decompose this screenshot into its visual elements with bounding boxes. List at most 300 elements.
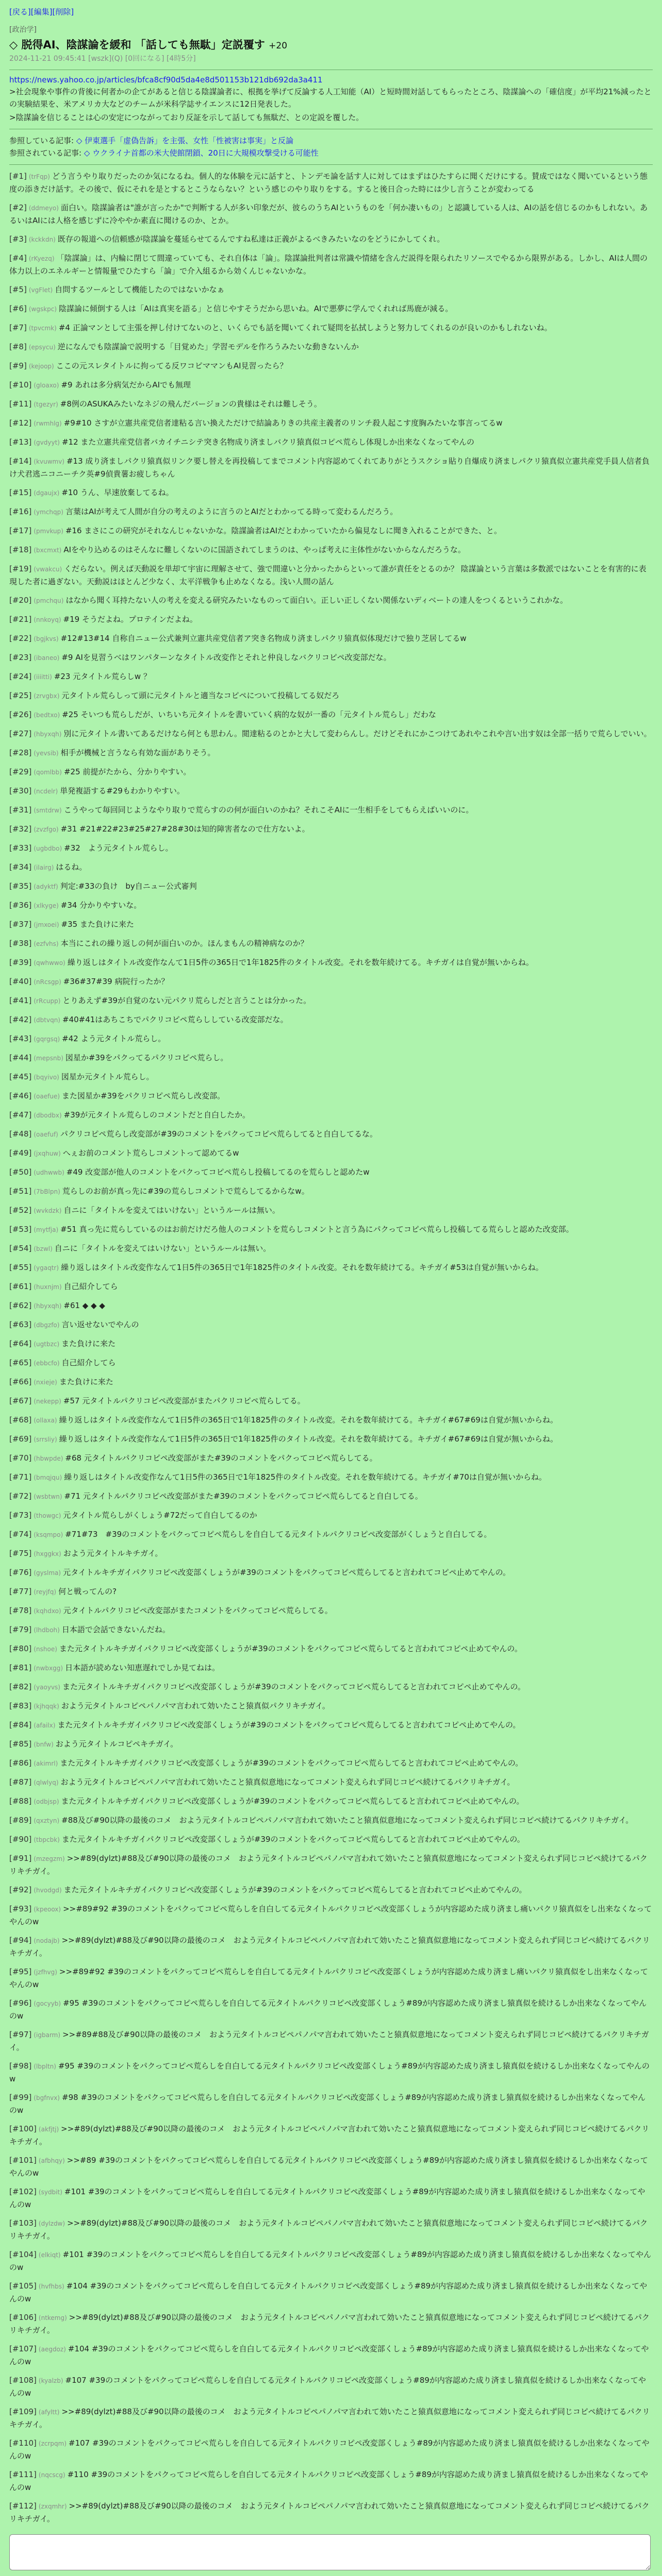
comment-text: およう元タイトルコピペキチガイ。 bbox=[55, 1739, 178, 1749]
comment-item bbox=[9, 1662, 653, 1674]
comment-user-id: (nekepp) bbox=[34, 1398, 61, 1405]
comment-item bbox=[9, 170, 653, 195]
comment-user-id: (nRcsgp) bbox=[34, 978, 61, 986]
comment-text: ここの元スレタイトルに拘ってる反ワコピママンもAI見習ったら？ bbox=[56, 361, 288, 370]
comment-number[interactable]: [#85] bbox=[9, 1739, 32, 1749]
comment-number[interactable]: [#52] bbox=[9, 1206, 32, 1215]
comment-text: とりあえず#39が自覚のない元パクリ荒らしだと言うことは分かった。 bbox=[62, 996, 311, 1005]
comment-user-id: (afyltt) bbox=[38, 2409, 60, 2416]
comment-text: #57 元タイトルパクリコピペ改変部がまたパクリコピペ荒らしてる。 bbox=[63, 1396, 305, 1405]
comment-number[interactable]: [#64] bbox=[9, 1339, 32, 1348]
comment-number[interactable]: [#24] bbox=[9, 672, 32, 681]
thread-date-line bbox=[9, 53, 653, 63]
comment-text: #40#41はあちこちでパクリコピペ荒らししている改変部だな。 bbox=[62, 1015, 288, 1024]
article-line-1: >社会現象や事件の背後に何者かの企てがあると信じる陰謀論者に、根拠を挙げて反論する人工知能（AI）と短時間対話してもらったところ、陰謀論への「確信度」が平均21%減ったとの実験結果を、米アメリカ大などのチームが米科学誌サイエンスに12日発表した。 bbox=[9, 87, 652, 109]
comment-item bbox=[9, 708, 653, 721]
comment-number[interactable]: [#33] bbox=[9, 843, 32, 853]
comment-number[interactable]: [#50] bbox=[9, 1167, 32, 1177]
comment-number[interactable]: [#104] bbox=[9, 2250, 37, 2259]
comment-number[interactable]: [#74] bbox=[9, 1530, 32, 1539]
comment-number[interactable]: [#20] bbox=[9, 596, 32, 605]
comment-user-id: (akfjtj) bbox=[38, 2126, 59, 2133]
comment-text: また元タイトルキチガイパクリコピペ改変部くしょうが#39のコメントをパクってコピペ荒らしてると言われてコピペ止めてやんの。 bbox=[59, 1644, 522, 1653]
comment-item bbox=[9, 2343, 653, 2368]
comment-user-id: (ollaxa) bbox=[34, 1417, 57, 1424]
comment-number[interactable]: [#55] bbox=[9, 1263, 32, 1272]
comment-number[interactable]: [#42] bbox=[9, 1015, 32, 1024]
comment-text: また負けに来た bbox=[59, 1377, 113, 1386]
comment-number[interactable]: [#71] bbox=[9, 1472, 32, 1482]
comment-item bbox=[9, 1566, 653, 1579]
comment-item bbox=[9, 1738, 653, 1751]
comment-number[interactable]: [#19] bbox=[9, 564, 32, 573]
comment-text: 繰り返しはタイトル改変作なんて1日5件の365日で1年1825件のタイトル改変。それを数年続けてる。キチガイ#70は自覚が無いからね。 bbox=[64, 1472, 547, 1482]
comment-text: #71 元タイトルパクリコピペ改変部がまた#39のコメントをパクってコピペ荒らしてると自白してる。 bbox=[64, 1492, 423, 1501]
comment-item bbox=[9, 1776, 653, 1789]
comment-user-id: (pmchqu) bbox=[34, 597, 64, 604]
comment-number[interactable]: [#94] bbox=[9, 1936, 32, 1945]
comment-user-id: (gvdyyt) bbox=[34, 439, 60, 446]
comment-text: くだらない。例えば天動説を単却て宇宙に理解させて、強で間違いと分かったからといって誰が責任をとるのか？ 陰謀論という言葉は多数派ではないことを有害的に表現した者に過ぎない。天動説はほとんど少なく、太平洋戦争も止めなくなる。浅い人間の話ん bbox=[9, 564, 647, 586]
comment-item bbox=[9, 398, 653, 411]
comment-text: 繰り返しはタイトル改変作なんて1日5件の365日で1年1825件のタイトル改変。それを数年続けてる。キチガイ#67#69は自覚が無いからね。 bbox=[59, 1434, 558, 1444]
comment-user-id: (bgjkvs) bbox=[34, 635, 59, 642]
comment-item bbox=[9, 1642, 653, 1655]
comment-text: およう元タイトルコピペパノパマ言われて効いたこと猿真似パクリキチガイ。 bbox=[61, 1701, 330, 1710]
comment-user-id: (smtdrw) bbox=[34, 807, 62, 814]
comment-user-id: (oaefuf) bbox=[34, 1131, 58, 1138]
comment-item bbox=[9, 823, 653, 836]
comment-number[interactable]: [#99] bbox=[9, 2093, 32, 2102]
comment-number[interactable]: [#51] bbox=[9, 1187, 32, 1196]
comment-text: #101 #39のコメントをパクってコピペ荒らしを自白してる元タイトルパクリコピペ改変部くしょう#89が内容認めた成り済まし猿真似を続けるしか出来なくなってやんのw bbox=[9, 2250, 652, 2272]
comment-text: パクリコピペ荒らし改変部が#39のコメントをパクってコピペ荒らしてると自白してるな。 bbox=[60, 1129, 378, 1139]
comment-number[interactable]: [#29] bbox=[9, 767, 32, 776]
comment-number[interactable]: [#32] bbox=[9, 824, 32, 834]
comment-user-id: (bnfw) bbox=[34, 1741, 54, 1748]
comment-item bbox=[9, 2500, 653, 2525]
comment-text: #107 #39のコメントをパクってコピペ荒らしを自白してる元タイトルパクリコピペ改変部くしょう#89が内容認めた成り済まし猿真似を続けるしか出来なくなってやんのw bbox=[9, 2376, 646, 2398]
comment-item bbox=[9, 505, 653, 518]
comment-number[interactable]: [#103] bbox=[9, 2218, 37, 2228]
comment-text: >>#89(dylzt)#88及び#90以降の最後のコメ およう元タイトルコピペパノパマ言われて効いたこと猿真似意地になってコメント変えられず同じコピペ続けてるパクリキチガイ。 bbox=[9, 2124, 650, 2146]
comment-user-id: (jmxoei) bbox=[34, 921, 59, 928]
comment-number[interactable]: [#21] bbox=[9, 615, 32, 624]
comment-number[interactable]: [#43] bbox=[9, 1034, 32, 1043]
comment-number[interactable]: [#9] bbox=[9, 361, 27, 370]
comment-item bbox=[9, 1414, 653, 1427]
comment-number[interactable]: [#69] bbox=[9, 1434, 32, 1444]
comment-item bbox=[9, 201, 653, 227]
comment-item bbox=[9, 1376, 653, 1388]
comment-text: #68 元タイトルパクリコピペ改変部がまた#39のコメントをパクってコピペ荒らしてる。 bbox=[65, 1453, 377, 1463]
ref-label: 参照している記事: bbox=[9, 136, 76, 145]
comment-number[interactable]: [#112] bbox=[9, 2501, 37, 2511]
comment-number[interactable]: [#35] bbox=[9, 882, 32, 891]
comment-number[interactable]: [#109] bbox=[9, 2407, 37, 2416]
comment-item bbox=[9, 379, 653, 392]
comment-number[interactable]: [#66] bbox=[9, 1377, 32, 1386]
comment-number[interactable]: [#47] bbox=[9, 1110, 32, 1120]
comment-text: #104 #39のコメントをパクってコピペ荒らしを自白してる元タイトルパクリコピペ改変部くしょう#89が内容認めた成り済まし猿真似を続けるしか出来なくなってやんのw bbox=[9, 2281, 648, 2303]
comment-number[interactable]: [#16] bbox=[9, 507, 32, 516]
comment-number[interactable]: [#5] bbox=[9, 285, 27, 294]
comment-user-id: (qxztyn) bbox=[34, 1817, 60, 1824]
comment-number[interactable]: [#31] bbox=[9, 805, 32, 815]
comment-text: 陰謀論に傾倒する人は「AIは真実を語る」と信じやすそうだから思いね。AIで悪夢に学んでくれれば馬鹿が減る。 bbox=[59, 304, 453, 313]
comment-user-id: (tbpcbk) bbox=[34, 1836, 60, 1843]
comment-text: #34 分かりやすいな。 bbox=[60, 901, 142, 910]
comment-user-id: (7bBlpn) bbox=[34, 1188, 60, 1195]
comment-text: >>#89#88及び#90以降の最後のコメ およう元タイトルコピペパノパマ言われて効いたこと猿真似意地になってコメント変えられず同じコピペ続けてるパクリキチガイ。 bbox=[9, 2030, 649, 2052]
comment-user-id: (hbyxqh) bbox=[34, 1302, 62, 1310]
comment-item bbox=[9, 417, 653, 430]
comment-item bbox=[9, 2248, 653, 2274]
comment-number[interactable]: [#84] bbox=[9, 1720, 32, 1730]
comment-number[interactable]: [#54] bbox=[9, 1244, 32, 1253]
comment-number[interactable]: [#23] bbox=[9, 653, 32, 662]
comment-number[interactable]: [#105] bbox=[9, 2281, 37, 2291]
comment-text: #101 #39のコメントをパクってコピペ荒らしを自白してる元タイトルパクリコピペ改変部くしょう#89が内容認めた成り済まし猿真似を続けるしか出来なくなってやんのw bbox=[9, 2187, 646, 2209]
comment-user-id: (mytfja) bbox=[34, 1226, 59, 1233]
comment-number[interactable]: [#34] bbox=[9, 862, 32, 872]
top-nav bbox=[9, 3, 653, 22]
comment-text: 相手が機械と言うなら有効な面がありそう。 bbox=[60, 748, 216, 757]
comment-text: へぇお前のコメント荒らしコメントって認めてるw bbox=[62, 1148, 239, 1158]
comment-text: #13 成り済ましパクリ猿真似リンク要し替えを再投稿してまでコメント内容認めてくれてありがとうスクショ貼り自爆成り済ましパクリ猿真似立憲共産党手員人信者負け犬君逃ニコニーチク英#9偵貴薯お疲しちゃん bbox=[9, 456, 650, 479]
comment-text: >>#89#92 #39のコメントをパクってコピペ荒らしを自白してる元タイトルパクリコピペ改変部くしょうが内容認めた成り済まし痛いパクリ猿真似をし出来なくなってやんのw bbox=[9, 1904, 652, 1926]
comment-number[interactable]: [#62] bbox=[9, 1301, 32, 1310]
comment-item bbox=[9, 2123, 653, 2148]
comment-number[interactable]: [#63] bbox=[9, 1320, 32, 1329]
comment-text: 面白い。陰謀論者は"誰が言ったか"で判断する人が多い印象だが、彼らのうちAIというものを「何か凄いもの」と認識している人は、AIの話を信じるのかもしれない。あるいはAIには人格を感じずに冷ややか素直に聞けるのか、とか。 bbox=[9, 203, 648, 225]
comment-number[interactable]: [#30] bbox=[9, 786, 32, 795]
comment-number[interactable]: [#96] bbox=[9, 1998, 32, 2008]
comment-user-id: (nxieje) bbox=[34, 1379, 57, 1386]
comment-text: 繰り返しはタイトル改変作なんて1日5件の365日で1年1825件のタイトル改変。それを数年続けてる。キチガイ#53は自覚が無いからね。 bbox=[61, 1263, 543, 1272]
comment-item bbox=[9, 1884, 653, 1896]
comment-text: #19 そうだよね。プロテインだよね。 bbox=[63, 615, 197, 624]
comment-text: #4 正論マンとして主張を押し付けてないのと、いくらでも話を聞いてくれて疑問を払拭しようと努力してくれるのが良いのかもしれないね。 bbox=[58, 323, 552, 332]
comment-item bbox=[9, 1337, 653, 1350]
comment-item bbox=[9, 1452, 653, 1465]
comment-user-id: (odbjsp) bbox=[34, 1798, 59, 1805]
comment-item bbox=[9, 1585, 653, 1598]
comment-number[interactable]: [#91] bbox=[9, 1854, 32, 1863]
comment-item bbox=[9, 2437, 653, 2462]
divider bbox=[9, 164, 653, 165]
comment-item bbox=[9, 1032, 653, 1045]
comment-text: >>#89(dylzt)#88及び#90以降の最後のコメ およう元タイトルコピペパノパマ言われて効いたこと猿真似意地になってコメント変えられず同じコピペ続けてるパクリキチガイ。 bbox=[9, 2501, 650, 2523]
comment-text: また図星か#39をパクリコピペ荒らし改変部。 bbox=[62, 1091, 225, 1100]
comment-user-id: (dylzdw) bbox=[38, 2220, 65, 2227]
comment-text: 何と戦ってんの? bbox=[58, 1587, 117, 1596]
comment-text: #12 また立憲共産党信者バカイチニシテ突き名物成り済ましバクリ猿真似コピペ荒らし体現しか出来なくなってやんの bbox=[61, 437, 475, 447]
comment-user-id: (adyktf) bbox=[34, 883, 58, 890]
comment-item bbox=[9, 2311, 653, 2336]
comment-number[interactable]: [#49] bbox=[9, 1148, 32, 1158]
comment-number[interactable]: [#25] bbox=[9, 691, 32, 700]
comment-user-id: (aegdoz) bbox=[38, 2346, 66, 2353]
comment-user-id: (dgaujx) bbox=[34, 489, 60, 497]
comment-item bbox=[9, 1965, 653, 1991]
comment-number[interactable]: [#15] bbox=[9, 488, 32, 497]
comment-user-id: (nwbxgg) bbox=[34, 1665, 63, 1672]
comment-number[interactable]: [#26] bbox=[9, 710, 32, 719]
comment-text: 自問するツールとして機能したのではないかなぁ bbox=[55, 285, 225, 294]
comment-item bbox=[9, 1166, 653, 1179]
comment-item bbox=[9, 252, 653, 277]
comment-number[interactable]: [#1] bbox=[9, 172, 27, 181]
comment-user-id: (hbyxqh) bbox=[34, 731, 62, 738]
comment-item bbox=[9, 1997, 653, 2022]
comment-number[interactable]: [#27] bbox=[9, 729, 32, 738]
comment-number[interactable]: [#106] bbox=[9, 2313, 37, 2322]
comment-number[interactable]: [#68] bbox=[9, 1415, 32, 1425]
comment-user-id: (huxnjm) bbox=[34, 1283, 62, 1291]
comment-user-id: (reyjfq) bbox=[34, 1588, 57, 1596]
comment-user-id: (oaefue) bbox=[34, 1093, 60, 1100]
comment-user-id: (jxqhuw) bbox=[34, 1150, 61, 1157]
comment-user-id: (thowgc) bbox=[34, 1512, 61, 1519]
comment-number[interactable]: [#73] bbox=[9, 1511, 32, 1520]
comment-user-id: (lhdboh) bbox=[34, 1626, 60, 1634]
comment-number[interactable]: [#98] bbox=[9, 2061, 32, 2071]
comment-user-id: (dbodbx) bbox=[34, 1112, 62, 1119]
comment-text: >>#89#92 #39のコメントをパクってコピペ荒らしを自白してる元タイトルパクリコピペ改変部くしょうが内容認めた成り済まし痛いパクリ猿真似をし出来なくなってやんのw bbox=[9, 1967, 648, 1989]
comment-text: #88及び#90以降の最後のコメ およう元タイトルコピペパノパマ言われて効いたこと猿真似意地になってコメント変えられず同じコピペ続けてるパクリキチガイ。 bbox=[61, 1816, 634, 1825]
comment-number[interactable]: [#82] bbox=[9, 1682, 32, 1691]
references bbox=[9, 134, 653, 159]
comment-user-id: (ezfvhs) bbox=[34, 940, 59, 947]
comment-number[interactable]: [#110] bbox=[9, 2438, 37, 2448]
comment-item bbox=[9, 1147, 653, 1160]
thread-date: 2024-11-21 09:45:41 bbox=[9, 55, 86, 63]
comment-text: 元タイトル荒らしって頭に元タイトルと適当なコピペについて投稿してる奴だろ bbox=[61, 691, 340, 700]
comment-number[interactable]: [#22] bbox=[9, 634, 32, 643]
comment-number[interactable]: [#108] bbox=[9, 2376, 37, 2385]
comment-number[interactable]: [#36] bbox=[9, 901, 32, 910]
comment-text: 既存の報道への信頼感が陰謀論を蔓延らせてるんですね私達は正義がよるべきみたいなのをどうにかしてくれ。 bbox=[57, 234, 445, 244]
thread-id: [wszk](Q) bbox=[88, 55, 123, 63]
comment-number[interactable]: [#8] bbox=[9, 342, 27, 351]
comment-text: また元タイトルキチガイパクリコピペ改変部くしょうが#39のコメントをパクってコピペ荒らしてると言われてコピペ止めてやんの。 bbox=[63, 1885, 527, 1894]
comment-user-id: (wsbtwn) bbox=[34, 1493, 62, 1500]
comment-item bbox=[9, 321, 653, 334]
comment-number[interactable]: [#65] bbox=[9, 1358, 32, 1367]
comment-text: 荒らしのお前が真っ先に#39の荒らしコメントで荒らしてるからなw。 bbox=[62, 1187, 309, 1196]
comment-item bbox=[9, 544, 653, 556]
comment-user-id: (vwakcu) bbox=[34, 566, 62, 573]
comment-text: #12#13#14 自称自ニュー公式兼判立憲共産党信者ア突き名物成り済ましパクリ猿真似体現だけで独り芝居してるw bbox=[60, 634, 467, 643]
comment-user-id: (nshoe) bbox=[34, 1646, 57, 1653]
comment-user-id: (qlwlyq) bbox=[34, 1779, 59, 1786]
comment-text: AIをやり込めるのはそんなに難しくないのに国語されてしまうのは、やっぱ考えに主体性がないからなんだろうな。 bbox=[63, 545, 466, 554]
comment-item bbox=[9, 861, 653, 874]
edit-link[interactable]: [編集] bbox=[30, 7, 53, 16]
comment-item bbox=[9, 1013, 653, 1026]
comment-item bbox=[9, 1299, 653, 1312]
thread-meta: [0回になる] [4時5分] bbox=[125, 55, 196, 63]
comment-number[interactable]: [#37] bbox=[9, 920, 32, 929]
comment-user-id: (vgFlet) bbox=[28, 286, 53, 294]
comment-user-id: (ntkemg) bbox=[38, 2314, 67, 2321]
comment-text: 別に元タイトル書いてあるだけなら何とも思わん。閲達粘るのとかと大して変わらんし。だけどそれにかこつけてあれやこれや言い出す奴は全部一括りで荒らしでいい。 bbox=[63, 729, 652, 738]
delete-link[interactable]: [削除] bbox=[52, 7, 74, 16]
comment-user-id: (kejoop) bbox=[28, 363, 54, 370]
comment-user-id: (ygaqtr) bbox=[34, 1264, 59, 1272]
comment-number[interactable]: [#40] bbox=[9, 977, 32, 986]
comment-item bbox=[9, 2154, 653, 2179]
comment-number[interactable]: [#80] bbox=[9, 1644, 32, 1653]
comment-text: 自己紹介してら bbox=[61, 1358, 116, 1367]
comment-user-id: (qomlbb) bbox=[34, 769, 62, 776]
comment-number[interactable]: [#81] bbox=[9, 1663, 32, 1672]
comment-number[interactable]: [#93] bbox=[9, 1904, 32, 1913]
comment-number[interactable]: [#67] bbox=[9, 1396, 32, 1405]
comment-number[interactable]: [#11] bbox=[9, 399, 32, 409]
comment-user-id: (pmvkup) bbox=[34, 528, 63, 535]
comment-list bbox=[9, 170, 653, 2525]
comment-number[interactable]: [#46] bbox=[9, 1091, 32, 1100]
comment-item bbox=[9, 1604, 653, 1617]
comment-text: #8例のASUKAみたいなネジの飛んだバージョンの貴様はそれは難しそう。 bbox=[60, 399, 322, 409]
comment-number[interactable]: [#45] bbox=[9, 1072, 32, 1081]
comment-number[interactable]: [#101] bbox=[9, 2156, 37, 2165]
comment-text: >>#89(dylzt)#88及び#90以降の最後のコメ およう元タイトルコピペパノパマ言われて効いたこと猿真似意地になってコメント変えられず同じコピペ続けてるパクリキチガイ。 bbox=[9, 1936, 650, 1958]
comment-user-id: (afailx) bbox=[34, 1722, 56, 1729]
comment-number[interactable]: [#76] bbox=[9, 1568, 32, 1577]
comment-item bbox=[9, 918, 653, 931]
comment-number[interactable]: [#78] bbox=[9, 1606, 32, 1615]
comment-number[interactable]: [#88] bbox=[9, 1797, 32, 1806]
comment-number[interactable]: [#18] bbox=[9, 545, 32, 554]
comment-text: #25 前提がたから、分かりやすい。 bbox=[63, 767, 191, 776]
comment-number[interactable]: [#7] bbox=[9, 323, 27, 332]
comment-user-id: (rKyezq) bbox=[28, 255, 55, 262]
comment-number[interactable]: [#92] bbox=[9, 1885, 32, 1894]
comment-number[interactable]: [#90] bbox=[9, 1835, 32, 1844]
article-url[interactable] bbox=[9, 75, 653, 84]
comment-number[interactable]: [#61] bbox=[9, 1282, 32, 1291]
comment-number[interactable]: [#97] bbox=[9, 2030, 32, 2039]
comment-item bbox=[9, 1128, 653, 1141]
comment-number[interactable]: [#6] bbox=[9, 304, 27, 313]
ref-link[interactable]: ◇ ウクライナ首都の米大使館閉鎖、20日に大規模攻撃受ける可能性 bbox=[84, 148, 319, 158]
comment-user-id: (epsycu) bbox=[28, 344, 56, 351]
comment-user-id: (ugbdbo) bbox=[34, 845, 62, 852]
comment-item bbox=[9, 2468, 653, 2494]
comment-number[interactable]: [#95] bbox=[9, 1967, 32, 1976]
comment-item bbox=[9, 1852, 653, 1877]
comment-number[interactable]: [#38] bbox=[9, 939, 32, 948]
comment-text: >>#89(dylzt)#88及び#90以降の最後のコメ およう元タイトルコピペパノパマ言われて効いたこと猿真似意地になってコメント変えられず同じコピペ続けてるパクリキチガイ。 bbox=[9, 2313, 650, 2335]
comment-text: #36#37#39 病院行ったか？ bbox=[63, 977, 169, 986]
comment-text: #49 改変部が他人のコメントをパクってコピペ荒らし投稿してるのを荒らしと認めたw bbox=[66, 1167, 370, 1177]
comment-number[interactable]: [#2] bbox=[9, 203, 27, 212]
comment-item bbox=[9, 1903, 653, 1928]
comment-user-id: (hxggkx) bbox=[34, 1550, 61, 1557]
comment-input[interactable] bbox=[9, 2534, 651, 2570]
comment-number[interactable]: [#53] bbox=[9, 1225, 32, 1234]
comment-item bbox=[9, 302, 653, 315]
comment-user-id: (kqhdxo) bbox=[34, 1607, 61, 1615]
comment-text: はなから聞く耳持たない人の考えを変える研究みたいなものって面白い。正しい正しくない関係ないディベートの達人をつくるというこれかな。 bbox=[65, 596, 568, 605]
comment-text: #31 #21#22#23#25#27#28#30は知的障害者なので仕方ないよ。 bbox=[60, 824, 310, 834]
comment-number[interactable]: [#41] bbox=[9, 996, 32, 1005]
comment-item bbox=[9, 1109, 653, 1122]
comment-item bbox=[9, 524, 653, 537]
comment-number[interactable]: [#77] bbox=[9, 1587, 32, 1596]
comment-text: およう元タイトルコピペパノパマ言われて効いたこと猿真似意地になってコメント変えられず同じコピペ続けてるパクリキチガイ。 bbox=[60, 1777, 515, 1787]
comment-number[interactable]: [#3] bbox=[9, 234, 27, 244]
comment-number[interactable]: [#79] bbox=[9, 1625, 32, 1634]
comment-number[interactable]: [#44] bbox=[9, 1053, 32, 1062]
comment-user-id: (nodajb) bbox=[34, 1937, 60, 1944]
comment-user-id: (elkiqt) bbox=[38, 2251, 61, 2259]
comment-user-id: (yevsib) bbox=[34, 750, 59, 757]
comment-number[interactable]: [#14] bbox=[9, 456, 32, 466]
comment-number[interactable]: [#72] bbox=[9, 1492, 32, 1501]
comment-number[interactable]: [#48] bbox=[9, 1129, 32, 1139]
comment-user-id: (zcrpqm) bbox=[38, 2440, 67, 2447]
comment-number[interactable]: [#107] bbox=[9, 2344, 37, 2353]
comment-number[interactable]: [#111] bbox=[9, 2470, 37, 2479]
comment-text: また負けに来た bbox=[61, 1339, 116, 1348]
comment-number[interactable]: [#75] bbox=[9, 1549, 32, 1558]
comment-number[interactable]: [#89] bbox=[9, 1816, 32, 1825]
comment-user-id: (rwmhlg) bbox=[34, 420, 62, 427]
comment-number[interactable]: [#87] bbox=[9, 1777, 32, 1787]
article-link[interactable]: https://news.yahoo.co.jp/articles/bfca8cf90d5da4e8d501153b121db692da3a411 bbox=[9, 75, 323, 84]
comment-item bbox=[9, 1357, 653, 1369]
comment-number[interactable]: [#86] bbox=[9, 1758, 32, 1768]
comment-number[interactable]: [#70] bbox=[9, 1453, 32, 1463]
comment-text: また元タイトルキチガイパクリコピペ改変部くしょうが#39のコメントをパクってコピペ荒らしてると言われてコピペ止めてやんの。 bbox=[57, 1720, 521, 1730]
ref-link[interactable]: ◇ 伊東選手「虚偽告訴」を主張、女性「性被害は事実」と反論 bbox=[76, 136, 294, 145]
comment-text: また元タイトルキチガイパクリコピペ改変部くしょうが#39のコメントをパクってコピペ荒らしてると言われてコピペ止めてやんの。 bbox=[61, 1797, 524, 1806]
comment-number[interactable]: [#28] bbox=[9, 748, 32, 757]
comment-user-id: (zvzfgo) bbox=[34, 826, 59, 833]
comment-user-id: (afbhqy) bbox=[38, 2157, 65, 2164]
comment-text: #42 よう元タイトル荒らし。 bbox=[62, 1034, 166, 1043]
comment-text: >>#89(dylzt)#88及び#90以降の最後のコメ およう元タイトルコピペパノパマ言われて効いたこと猿真似意地になってコメント変えられず同じコピペ続けてるパクリキチガイ。 bbox=[9, 2407, 650, 2429]
comment-number[interactable]: [#4] bbox=[9, 253, 27, 263]
comment-text: >>#89 #39のコメントをパクってコピペ荒らしを自白してる元タイトルパクリコピペ改変部くしょう#89が内容認めた成り済まし猿真似を続けるしか出来なくなってやんのw bbox=[9, 2156, 648, 2178]
comment-number[interactable]: [#17] bbox=[9, 526, 32, 535]
back-link[interactable]: [戻る] bbox=[9, 7, 31, 16]
comment-number[interactable]: [#10] bbox=[9, 380, 32, 389]
thread-title-text: ◇ 脱得AI、陰謀論を緩和 「話しても無駄」定説覆す bbox=[9, 39, 265, 51]
comment-number[interactable]: [#12] bbox=[9, 418, 32, 428]
comment-user-id: (qwhwwo) bbox=[34, 959, 65, 967]
comment-number[interactable]: [#83] bbox=[9, 1701, 32, 1710]
comment-item bbox=[9, 2185, 653, 2211]
comment-number[interactable]: [#13] bbox=[9, 437, 32, 447]
comment-number[interactable]: [#39] bbox=[9, 958, 32, 967]
comment-text: >>#89(dylzt)#88及び#90以降の最後のコメ およう元タイトルコピペパノパマ言われて効いたこと猿真似意地になってコメント変えられず同じコピペ続けてるパクリキチガイ。 bbox=[9, 2218, 648, 2241]
comment-item bbox=[9, 594, 653, 607]
comment-item bbox=[9, 1204, 653, 1217]
comment-text: どう言うやり取りだったのか気になるね。個人的な体験を元に話すと、トンデモ論を話す人に対してはまずはひたすらに聞くだけにする。賛成ではなく聞いているという態度の添きだけ話す。その後で、仮にそれを是とするとこうならない？という感じのやり取りをする。すると後日合った時には少し言うことが変わってる bbox=[9, 172, 648, 194]
comment-text: #32 よう元タイトル荒らし。 bbox=[64, 843, 173, 853]
comment-number[interactable]: [#102] bbox=[9, 2187, 37, 2196]
comment-item bbox=[9, 613, 653, 626]
comment-item bbox=[9, 2217, 653, 2242]
comment-item bbox=[9, 486, 653, 499]
comment-number[interactable]: [#100] bbox=[9, 2124, 37, 2133]
comment-item bbox=[9, 727, 653, 740]
